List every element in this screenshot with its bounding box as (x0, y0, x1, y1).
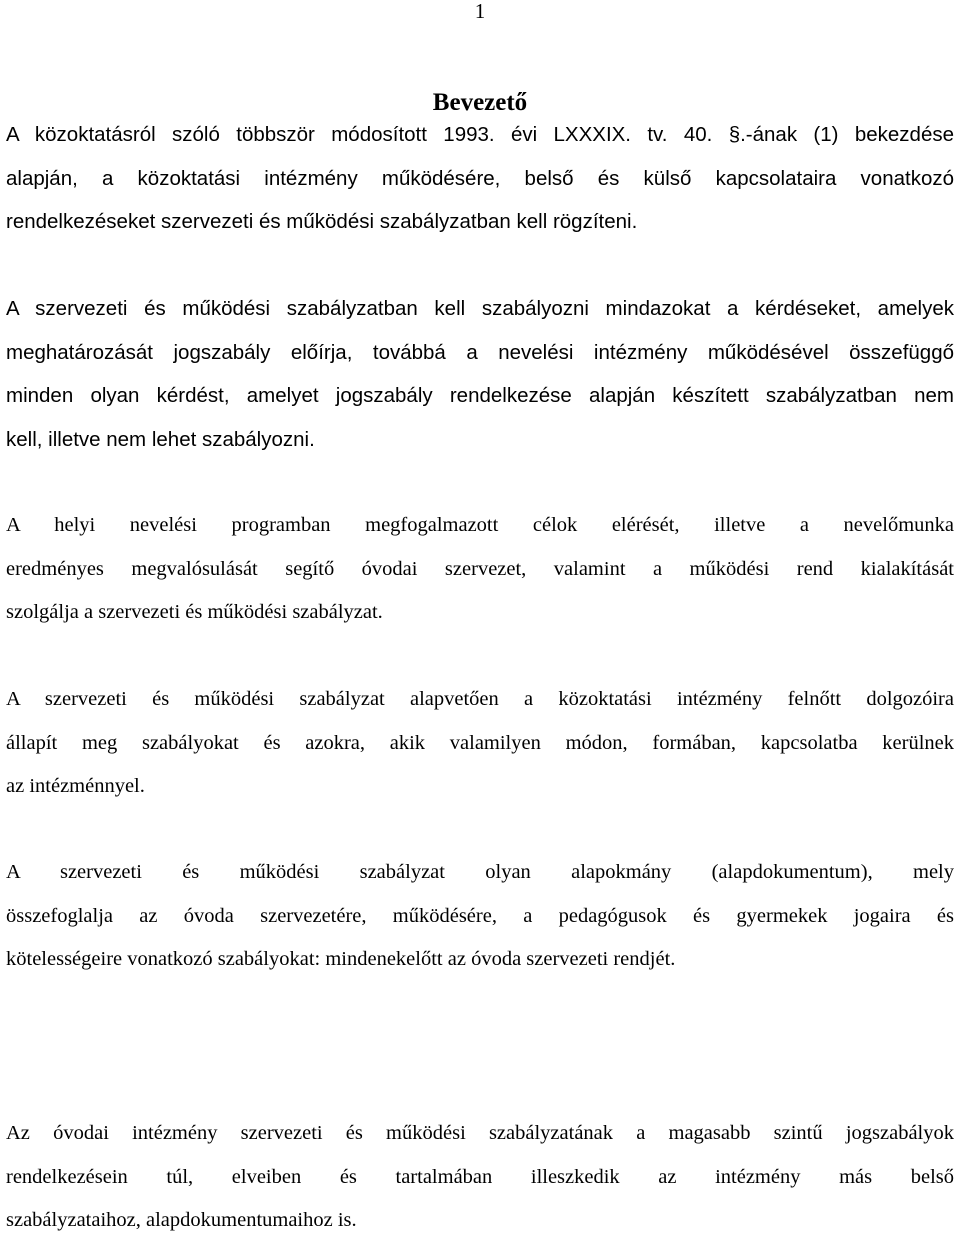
paragraph-line: összefoglalja az óvoda szervezetére, működésére, a pedagógusok és gyermekek jogaira és (6, 904, 954, 927)
paragraph-definition (6, 851, 954, 982)
paragraph-line: Az óvodai intézmény szervezeti és működési szabályzatának a magasabb szintű jogszabályok (6, 1122, 954, 1144)
page-number: 1 (474, 0, 486, 23)
paragraph-line: meghatározását jogszabály előírja, továbbá a nevelési intézmény működésével összefüggő (6, 340, 954, 364)
paragraph-line: szabályzataihoz, alapdokumentumaihoz is. (6, 1209, 357, 1231)
paragraph-line: A közoktatásról szóló többször módosított 1993. évi LXXXIX. tv. 40. §.-ának (1) bekezdése (6, 123, 954, 146)
paragraph-line: A szervezeti és működési szabályzat alapvetően a közoktatási intézmény felnőtt dolgozóira (6, 688, 954, 710)
paragraph-line: A szervezeti és működési szabályzatban kell szabályozni mindazokat a kérdéseket, amelyek (6, 297, 954, 320)
paragraph-applicability (6, 678, 954, 809)
paragraph-line: az intézménnyel. (6, 775, 145, 797)
paragraph-purpose (6, 504, 954, 635)
paragraph-scope (6, 287, 954, 461)
paragraph-line: A szervezeti és működési szabályzat olyan alapokmány (alapdokumentum), mely (6, 861, 954, 883)
paragraph-line: kötelességeire vonatkozó szabályokat: mindenekelőtt az óvoda szervezeti rendjét. (6, 948, 676, 970)
paragraph-line: rendelkezéseket szervezeti és működési szabályzatban kell rögzíteni. (6, 210, 638, 233)
paragraph-line: rendelkezésein túl, elveiben és tartalmában illeszkedik az intézmény más belső (6, 1165, 954, 1188)
paragraph-line: kell, illetve nem lehet szabályozni. (6, 427, 315, 451)
paragraph-line: A helyi nevelési programban megfogalmazott célok elérését, illetve a nevelőmunka (6, 514, 954, 536)
paragraph-line: szolgálja a szervezeti és működési szabályzat. (6, 601, 383, 623)
paragraph-line: minden olyan kérdést, amelyet jogszabály rendelkezése alapján készített szabályzatban nem (6, 384, 954, 407)
paragraph-legal-basis (6, 113, 954, 244)
paragraph-line: eredményes megvalósulását segítő óvodai szervezet, valamint a működési rend kialakítását (6, 557, 954, 580)
page-title: Bevezető (432, 88, 528, 116)
paragraph-consistency (6, 1112, 954, 1243)
paragraph-line: alapján, a közoktatási intézmény működésére, belső és külső kapcsolataira vonatkozó (6, 166, 954, 190)
paragraph-line: állapít meg szabályokat és azokra, akik valamilyen módon, formában, kapcsolatba kerülnek (6, 731, 954, 754)
